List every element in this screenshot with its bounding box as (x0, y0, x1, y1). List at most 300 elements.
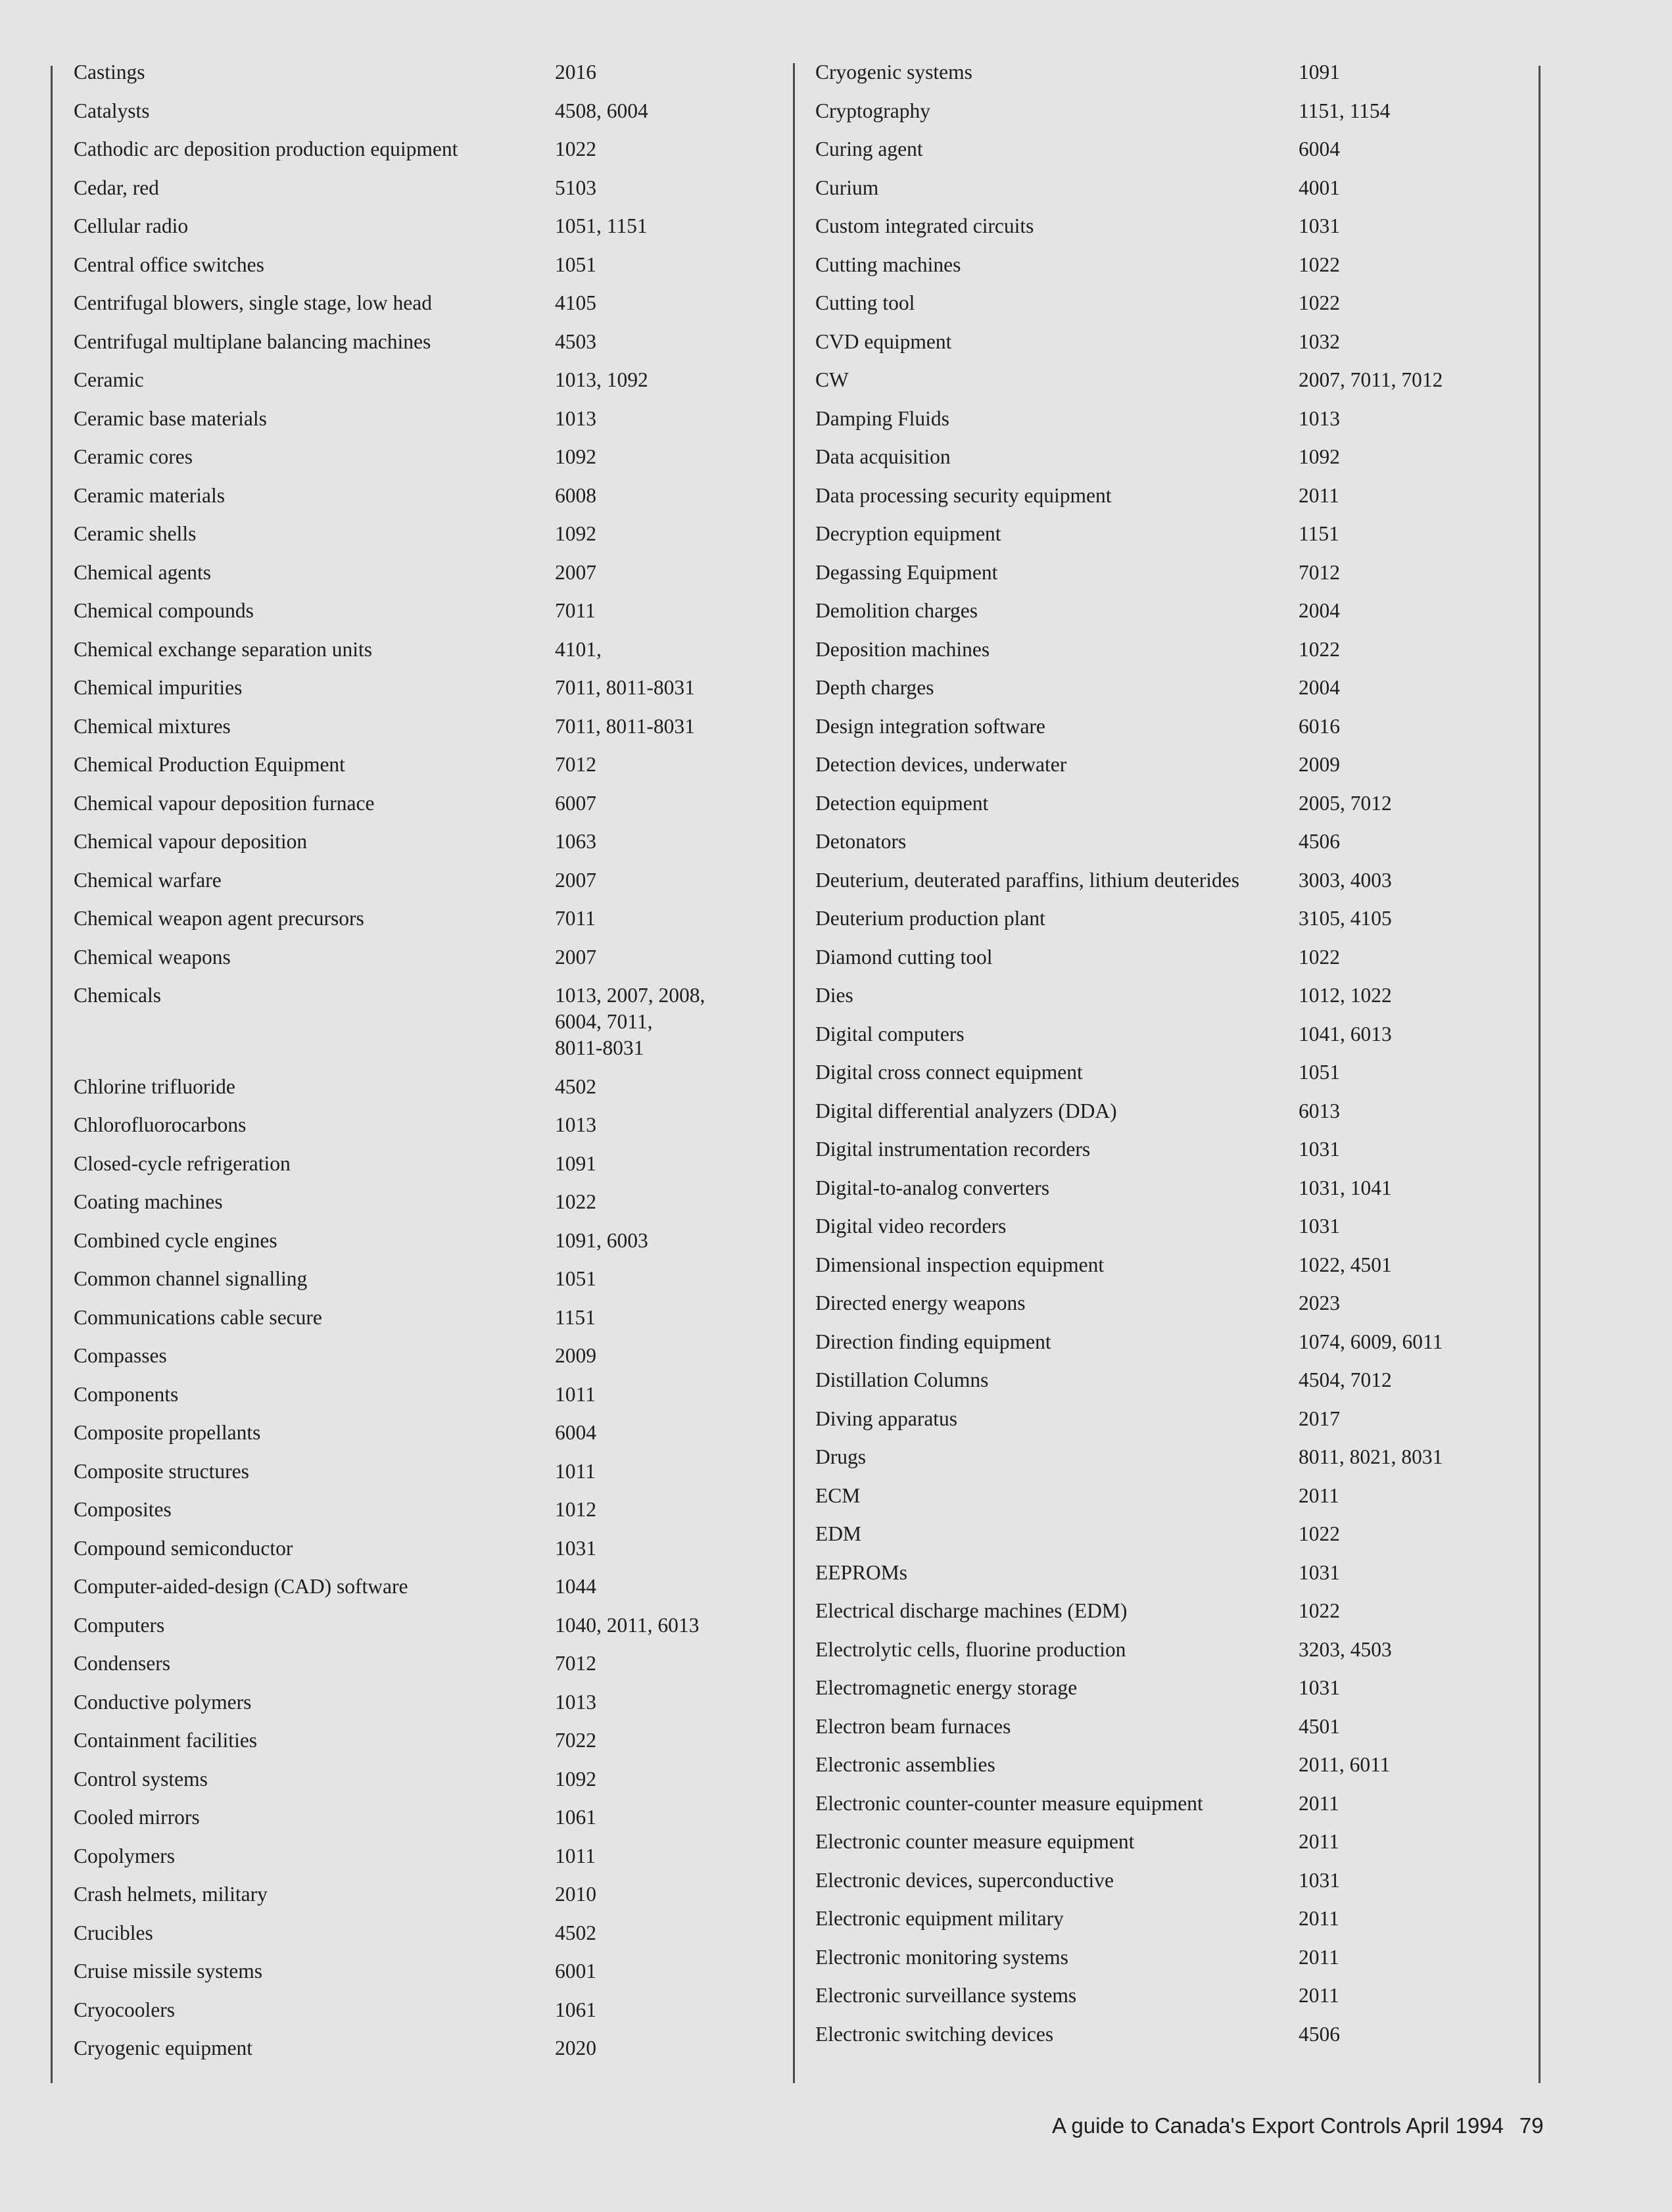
entry-term: Digital video recorders (815, 1214, 1007, 1238)
index-entry (815, 1367, 1535, 1393)
entry-codes: 2011, 6011 (1299, 1753, 1391, 1776)
index-entry (815, 367, 1535, 393)
entry-term: Cooled mirrors (74, 1806, 200, 1829)
entry-term: Containment facilities (74, 1729, 258, 1752)
entry-term: Compasses (74, 1344, 167, 1367)
entry-term: Central office switches (74, 252, 264, 276)
index-entry (815, 1098, 1535, 1124)
index-entry (74, 1997, 784, 2023)
entry-codes: 1074, 6009, 6011 (1299, 1330, 1443, 1353)
entry-term: Dimensional inspection equipment (815, 1253, 1105, 1276)
entry-codes: 2017 (1299, 1407, 1340, 1430)
column-rule-middle (793, 63, 795, 2083)
entry-codes: 6016 (1299, 714, 1340, 738)
entry-codes: 4502 (555, 1921, 596, 1944)
entry-codes: 2007 (555, 868, 596, 892)
index-entry (815, 905, 1535, 932)
entry-codes: 1031 (1299, 1138, 1340, 1161)
entry-term: Custom integrated circuits (815, 214, 1034, 237)
entry-codes: 1151 (1299, 522, 1339, 545)
index-entry (74, 752, 784, 778)
entry-term: Centrifugal blowers, single stage, low head (74, 291, 432, 314)
entry-term: Electronic switching devices (815, 2022, 1054, 2046)
entry-term: Coating machines (74, 1190, 223, 1213)
entry-term: Chemical weapons (74, 945, 231, 969)
entry-codes: 4101, (555, 637, 602, 661)
entry-codes: 1092 (1299, 445, 1340, 468)
entry-term: Electronic equipment military (815, 1907, 1064, 1930)
entry-codes: 2011 (1299, 1791, 1339, 1815)
entry-term: Catalysts (74, 99, 150, 122)
entry-codes: 1032 (1299, 329, 1340, 353)
entry-term: Data acquisition (815, 445, 951, 468)
entry-term: Control systems (74, 1767, 208, 1791)
entry-codes: 2009 (1299, 753, 1340, 776)
entry-term: Ceramic (74, 368, 144, 391)
index-entry (815, 136, 1535, 162)
entry-term: Composite structures (74, 1459, 249, 1483)
entry-codes: 2005, 7012 (1299, 791, 1392, 815)
index-entry (815, 2021, 1535, 2048)
index-entry (815, 1021, 1535, 1047)
entry-term: Chemical weapon agent precursors (74, 907, 364, 930)
index-entry (74, 1112, 784, 1138)
entry-term: Cryocoolers (74, 1998, 175, 2021)
column-rule-right (1539, 66, 1541, 2083)
entry-term: Electron beam furnaces (815, 1714, 1011, 1738)
entry-codes: 6013 (1299, 1099, 1340, 1122)
entry-term: Cryptography (815, 99, 930, 122)
index-entry (74, 1535, 784, 1562)
index-entry (815, 213, 1535, 239)
entry-term: Cedar, red (74, 176, 159, 199)
entry-codes: 1012, 1022 (1299, 984, 1392, 1007)
entry-term: Deuterium production plant (815, 907, 1045, 930)
index-entry (74, 1881, 784, 1908)
index-entry (74, 982, 784, 1061)
index-entry (74, 1151, 784, 1177)
entry-term: Degassing Equipment (815, 560, 998, 584)
entry-codes: 1031 (1299, 1868, 1340, 1892)
entry-codes: 6004 (555, 1421, 596, 1444)
entry-term: Electronic monitoring systems (815, 1945, 1068, 1969)
index-entry (74, 713, 784, 740)
entry-codes: 1022 (1299, 1599, 1340, 1622)
index-entry (74, 1420, 784, 1446)
index-entry (815, 1560, 1535, 1586)
index-entry (815, 752, 1535, 778)
index-entry (815, 944, 1535, 971)
entry-term: Ceramic shells (74, 522, 197, 545)
entry-codes: 1013, 1092 (555, 368, 648, 391)
index-entry (74, 675, 784, 701)
entry-codes: 7011 (555, 599, 596, 622)
entry-codes: 2007 (555, 560, 596, 584)
entry-term: Cryogenic equipment (74, 2036, 253, 2059)
entry-term: CVD equipment (815, 329, 952, 353)
entry-term: Common channel signalling (74, 1267, 308, 1290)
index-entry (74, 1343, 784, 1369)
entry-codes: 2011 (1299, 1984, 1339, 2007)
index-entry (815, 1136, 1535, 1163)
entry-codes: 3003, 4003 (1299, 868, 1392, 892)
index-entry (74, 406, 784, 432)
index-entry (74, 1650, 784, 1677)
index-entry (815, 521, 1535, 547)
index-entry (815, 1675, 1535, 1701)
index-entry (815, 1290, 1535, 1316)
entry-term: Chemical vapour deposition (74, 830, 308, 853)
index-entry (815, 252, 1535, 278)
entry-codes: 3203, 4503 (1299, 1637, 1392, 1661)
entry-term: Cellular radio (74, 214, 189, 237)
entry-term: Directed energy weapons (815, 1291, 1026, 1314)
index-entry (815, 1637, 1535, 1663)
entry-codes: 1031 (1299, 1214, 1340, 1238)
entry-term: Direction finding equipment (815, 1330, 1051, 1353)
entry-codes: 4506 (1299, 2022, 1340, 2046)
index-entry (815, 1829, 1535, 1855)
index-entry (74, 1189, 784, 1215)
index-entry (74, 1266, 784, 1292)
index-entry (815, 1252, 1535, 1278)
entry-term: Computer-aided-design (CAD) software (74, 1575, 408, 1598)
entry-term: Drugs (815, 1445, 866, 1468)
entry-codes: 7022 (555, 1729, 596, 1752)
index-entry (74, 944, 784, 971)
entry-codes: 1013 (555, 406, 596, 430)
entry-term: Dies (815, 984, 853, 1007)
index-entry (74, 98, 784, 124)
index-entry (815, 637, 1535, 663)
entry-codes: 6001 (555, 1960, 596, 1983)
index-entry (74, 1074, 784, 1100)
entry-term: Diving apparatus (815, 1407, 958, 1430)
index-entry (74, 444, 784, 470)
entry-term: Detection devices, underwater (815, 753, 1067, 776)
entry-term: Digital instrumentation recorders (815, 1138, 1091, 1161)
entry-term: Curium (815, 176, 879, 199)
entry-codes: 2023 (1299, 1291, 1340, 1314)
entry-term: Conductive polymers (74, 1690, 252, 1714)
entry-codes: 1031 (1299, 1560, 1340, 1584)
index-entry (815, 444, 1535, 470)
entry-codes: 2020 (555, 2036, 596, 2059)
index-entry (74, 59, 784, 85)
entry-codes: 6004 (1299, 137, 1340, 160)
entry-term: Chemical exchange separation units (74, 637, 372, 661)
entry-codes: 1040, 2011, 6013 (555, 1613, 700, 1637)
index-entry (815, 1983, 1535, 2009)
index-entry (815, 790, 1535, 817)
entry-codes: 1022 (555, 137, 596, 160)
entry-codes: 7011, 8011-8031 (555, 676, 695, 699)
entry-term: Chlorine trifluoride (74, 1074, 235, 1098)
index-entry (815, 290, 1535, 316)
entry-term: Chlorofluorocarbons (74, 1113, 247, 1136)
entry-codes: 1022 (1299, 945, 1340, 969)
entry-term: Chemical Production Equipment (74, 753, 345, 776)
index-entry (815, 867, 1535, 894)
entry-codes: 1151, 1154 (1299, 99, 1391, 122)
entry-codes: 1061 (555, 1806, 596, 1829)
entry-codes: 1031 (1299, 214, 1340, 237)
index-entry (74, 637, 784, 663)
index-entry (74, 905, 784, 932)
entry-codes: 1051 (1299, 1061, 1340, 1084)
entry-term: Detection equipment (815, 791, 989, 815)
index-entry (74, 1497, 784, 1523)
index-entry (815, 98, 1535, 124)
index-entry (74, 136, 784, 162)
index-entry (815, 713, 1535, 740)
index-entry (74, 2035, 784, 2061)
entry-codes: 4502 (555, 1074, 596, 1098)
entry-codes: 1031 (555, 1536, 596, 1560)
index-entry (74, 1574, 784, 1600)
index-entry (815, 675, 1535, 701)
entry-codes: 1022 (1299, 1522, 1340, 1545)
index-entry (74, 367, 784, 393)
entry-term: Deposition machines (815, 637, 990, 661)
entry-term: Electronic surveillance systems (815, 1984, 1077, 2007)
entry-term: Crash helmets, military (74, 1883, 268, 1906)
index-entry (815, 175, 1535, 201)
entry-codes: 2011 (1299, 483, 1339, 507)
entry-codes: 1022 (1299, 252, 1340, 276)
index-entry (815, 982, 1535, 1009)
entry-term: Design integration software (815, 714, 1045, 738)
entry-codes: 7011 (555, 907, 596, 930)
entry-term: Deuterium, deuterated paraffins, lithium deuterides (815, 868, 1239, 892)
entry-term: Computers (74, 1613, 165, 1637)
entry-codes: 1151 (555, 1305, 596, 1329)
index-entry (815, 329, 1535, 355)
index-entry (74, 252, 784, 278)
entry-term: Demolition charges (815, 599, 978, 622)
entry-term: Communications cable secure (74, 1305, 322, 1329)
entry-codes: 2011 (1299, 1907, 1339, 1930)
entry-codes: 1031, 1041 (1299, 1176, 1392, 1199)
entry-term: Chemical compounds (74, 599, 254, 622)
entry-codes: 2004 (1299, 676, 1340, 699)
index-entry (74, 829, 784, 855)
index-entry (74, 1804, 784, 1831)
index-entry (815, 1483, 1535, 1509)
entry-term: Cutting tool (815, 291, 915, 314)
entry-term: Chemical mixtures (74, 714, 231, 738)
entry-term: Electronic devices, superconductive (815, 1868, 1114, 1892)
index-entry (815, 1867, 1535, 1894)
entry-term: Damping Fluids (815, 406, 949, 430)
entry-codes: 1092 (555, 522, 596, 545)
index-entry (815, 1175, 1535, 1201)
entry-codes: 1041, 6013 (1299, 1022, 1392, 1046)
entry-term: Distillation Columns (815, 1368, 989, 1391)
entry-term: Components (74, 1382, 179, 1406)
entry-codes: 1013 (555, 1113, 596, 1136)
index-entry (815, 1406, 1535, 1432)
entry-term: Composite propellants (74, 1421, 261, 1444)
index-entry (815, 1598, 1535, 1624)
entry-codes: 4001 (1299, 176, 1340, 199)
entry-codes: 1022 (1299, 637, 1340, 661)
entry-codes: 2007, 7011, 7012 (1299, 368, 1443, 391)
index-entry (815, 1521, 1535, 1547)
index-entry (74, 1727, 784, 1754)
index-entry (74, 560, 784, 586)
entry-term: Cutting machines (815, 252, 961, 276)
entry-codes: 1013 (1299, 406, 1340, 430)
entry-term: Combined cycle engines (74, 1228, 277, 1252)
entry-codes: 1051 (555, 252, 596, 276)
entry-codes: 1091, 6003 (555, 1228, 648, 1252)
index-entry (74, 521, 784, 547)
entry-term: Ceramic materials (74, 483, 226, 507)
index-entry (74, 290, 784, 316)
entry-term: Data processing security equipment (815, 483, 1112, 507)
index-entry (74, 175, 784, 201)
index-entry (74, 213, 784, 239)
entry-codes: 1051 (555, 1267, 596, 1290)
index-entry (815, 483, 1535, 509)
entry-term: Detonators (815, 830, 907, 853)
entry-term: Electrolytic cells, fluorine production (815, 1637, 1126, 1661)
entry-codes: 1011 (555, 1844, 596, 1867)
entry-term: Decryption equipment (815, 522, 1001, 545)
entry-codes: 4501 (1299, 1714, 1340, 1738)
entry-codes: 1092 (555, 445, 596, 468)
entry-codes: 1061 (555, 1998, 596, 2021)
entry-codes: 7012 (555, 753, 596, 776)
index-entry (815, 59, 1535, 85)
entry-term: Crucibles (74, 1921, 153, 1944)
index-column-right (815, 59, 1535, 2059)
index-entry (815, 1329, 1535, 1355)
page-number: 79 (1519, 2113, 1544, 2138)
index-entry (815, 1213, 1535, 1239)
entry-term: Diamond cutting tool (815, 945, 993, 969)
entry-term: Digital-to-analog converters (815, 1176, 1049, 1199)
entry-term: CW (815, 368, 849, 391)
entry-term: Chemical impurities (74, 676, 243, 699)
entry-codes: 8011, 8021, 8031 (1299, 1445, 1443, 1468)
entry-term: EEPROMs (815, 1560, 908, 1584)
entry-term: Digital computers (815, 1022, 965, 1046)
entry-term: Chemicals (74, 984, 161, 1007)
entry-term: Compound semiconductor (74, 1536, 293, 1560)
entry-codes: 6007 (555, 791, 596, 815)
entry-term: Electronic counter measure equipment (815, 1830, 1135, 1853)
index-entry (74, 1612, 784, 1639)
entry-codes: 2007 (555, 945, 596, 969)
index-entry (815, 829, 1535, 855)
entry-term: Closed-cycle refrigeration (74, 1151, 291, 1175)
index-entry (74, 1228, 784, 1254)
entry-codes: 4503 (555, 329, 596, 353)
index-entry (74, 1382, 784, 1408)
index-entry (815, 1791, 1535, 1817)
index-entry (74, 790, 784, 817)
entry-codes: 6008 (555, 483, 596, 507)
entry-term: Electromagnetic energy storage (815, 1676, 1078, 1699)
entry-codes: 2004 (1299, 599, 1340, 622)
entry-codes: 1013 (555, 1690, 596, 1714)
entry-codes: 1022 (1299, 291, 1340, 314)
entry-codes: 1051, 1151 (555, 214, 648, 237)
entry-codes: 1022, 4501 (1299, 1253, 1392, 1276)
entry-term: Electronic assemblies (815, 1753, 995, 1776)
entry-codes: 2011 (1299, 1945, 1339, 1969)
entry-codes: 2011 (1299, 1483, 1339, 1507)
entry-codes: 1092 (555, 1767, 596, 1791)
entry-codes: 1091 (555, 1151, 596, 1175)
entry-codes: 1022 (555, 1190, 596, 1213)
entry-codes: 1011 (555, 1382, 596, 1406)
entry-codes: 1031 (1299, 1676, 1340, 1699)
index-entry (815, 1444, 1535, 1470)
entry-codes: 4506 (1299, 830, 1340, 853)
index-entry (74, 1766, 784, 1792)
entry-term: Ceramic cores (74, 445, 193, 468)
index-entry (74, 1843, 784, 1869)
index-entry (815, 1059, 1535, 1086)
index-entry (74, 1305, 784, 1331)
entry-term: Composites (74, 1498, 172, 1521)
index-entry (815, 560, 1535, 586)
index-entry (815, 1944, 1535, 1971)
entry-codes: 7012 (555, 1652, 596, 1675)
index-entry (815, 406, 1535, 432)
entry-term: Electrical discharge machines (EDM) (815, 1599, 1128, 1622)
entry-term: Condensers (74, 1652, 170, 1675)
entry-term: Ceramic base materials (74, 406, 267, 430)
entry-codes: 4504, 7012 (1299, 1368, 1392, 1391)
entry-codes: 4105 (555, 291, 596, 314)
entry-term: Curing agent (815, 137, 923, 160)
entry-codes: 2009 (555, 1344, 596, 1367)
entry-term: Cryogenic systems (815, 60, 972, 84)
index-entry (815, 1906, 1535, 1932)
index-entry (74, 1958, 784, 1984)
page-footer (1052, 2113, 1544, 2138)
index-entry (74, 867, 784, 894)
entry-term: Chemical vapour deposition furnace (74, 791, 375, 815)
entry-term: Cathodic arc deposition production equipment (74, 137, 458, 160)
entry-term: ECM (815, 1483, 861, 1507)
entry-codes: 1012 (555, 1498, 596, 1521)
entry-codes: 7011, 8011-8031 (555, 714, 695, 738)
index-entry (74, 598, 784, 624)
entry-codes: 1011 (555, 1459, 596, 1483)
entry-term: Digital cross connect equipment (815, 1061, 1083, 1084)
index-entry (815, 598, 1535, 624)
index-entry (74, 1458, 784, 1485)
index-entry (74, 1689, 784, 1716)
index-entry (74, 483, 784, 509)
entry-codes: 1044 (555, 1575, 596, 1598)
publication-title: A guide to Canada's Export Controls April 1994 (1052, 2113, 1504, 2138)
entry-term: Depth charges (815, 676, 934, 699)
entry-term: EDM (815, 1522, 861, 1545)
entry-term: Copolymers (74, 1844, 175, 1867)
entry-codes: 2010 (555, 1883, 596, 1906)
entry-codes: 7012 (1299, 560, 1340, 584)
entry-term: Centrifugal multiplane balancing machines (74, 329, 431, 353)
entry-codes: 2011 (1299, 1830, 1339, 1853)
entry-codes: 3105, 4105 (1299, 907, 1392, 930)
entry-term: Chemical warfare (74, 868, 222, 892)
